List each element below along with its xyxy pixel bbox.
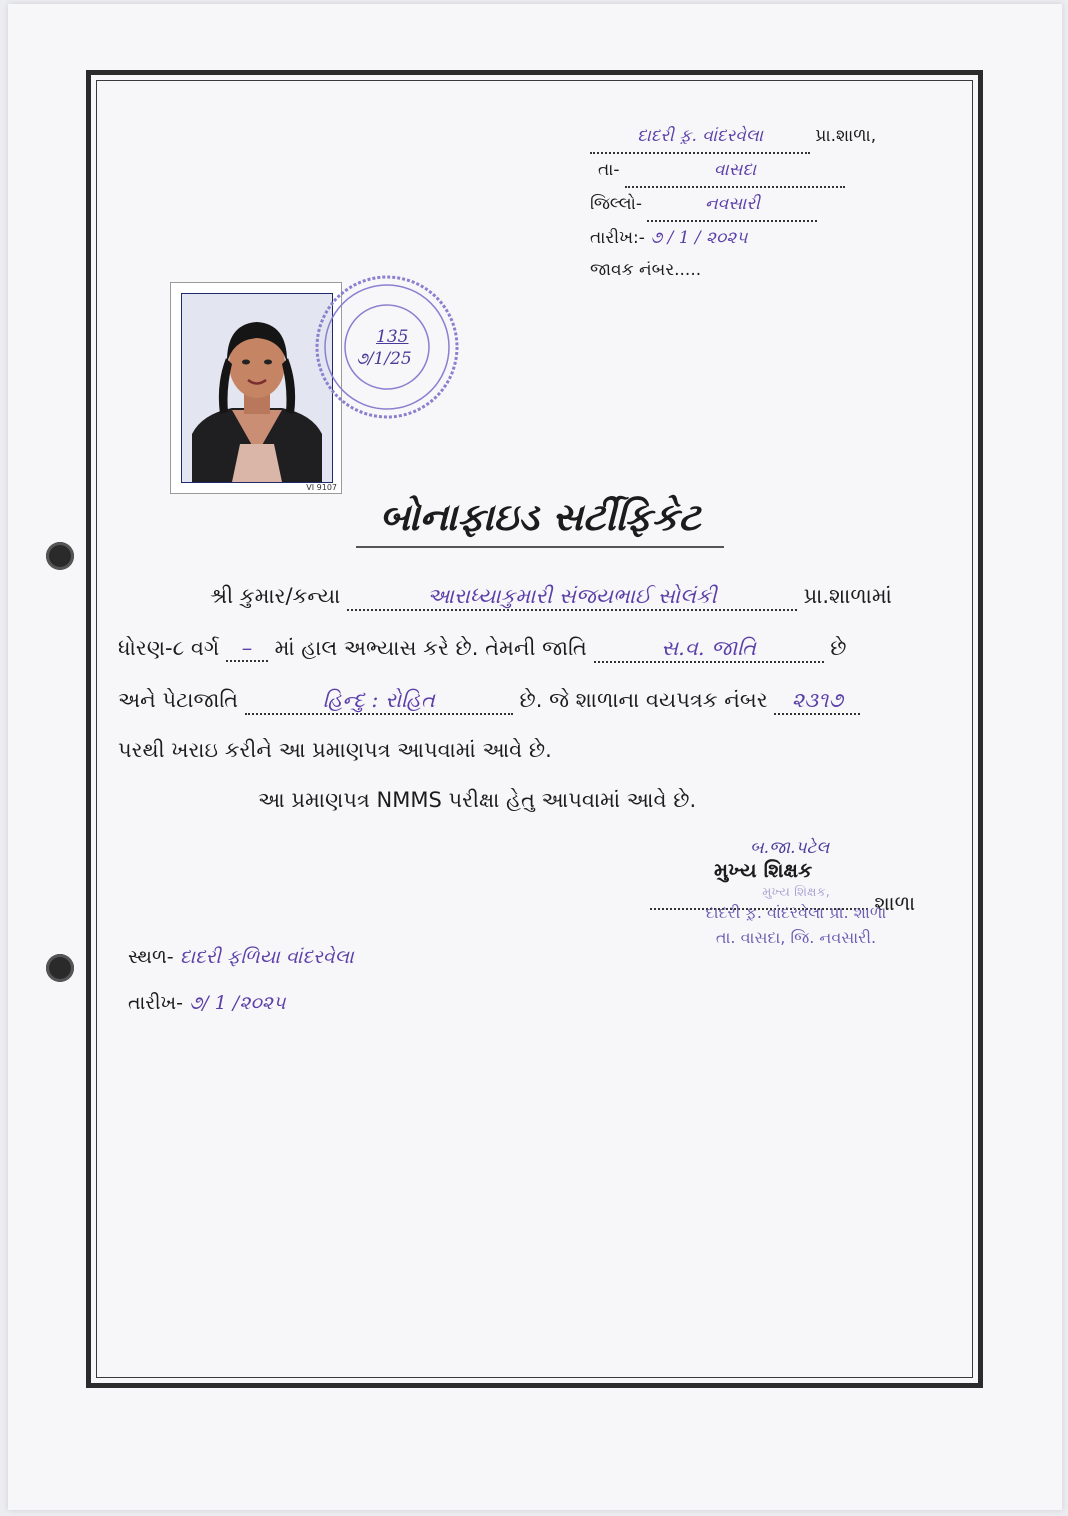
division-field: –	[226, 636, 268, 662]
seal-line-2: દાદરી ફ઼. વાંદરવેલા પ્રા. શાળા	[705, 903, 887, 922]
subcaste-label: અને પેટાજાતિ	[118, 688, 239, 712]
body-line-5: આ પ્રમાણપત્ર NMMS પરીક્ષા હેતુ આપવામાં આવે છે.	[258, 788, 697, 812]
body-line-2	[118, 636, 846, 663]
address-taluka-line	[590, 154, 876, 188]
address-date-line	[590, 222, 876, 254]
punch-hole-bottom	[46, 954, 74, 982]
stamp-entry	[356, 326, 412, 370]
place-label: સ્થળ-	[128, 946, 174, 968]
school-name-field: દાદરી ફ઼. વાંદરવેલા	[590, 120, 810, 154]
body-line-3	[118, 688, 860, 715]
seal-line-1: મુખ્ય શિક્ષક,	[762, 885, 830, 900]
caste-suffix: છે	[830, 636, 847, 660]
footer-date-line	[128, 980, 354, 1026]
date-label: તારીખ:-	[590, 228, 645, 248]
photo-code: VI 9107	[306, 483, 337, 492]
signature-scribble: બ.જા.પટેલ	[750, 838, 830, 858]
body-line-4: પરથી ખરાઇ કરીને આ પ્રમાણપત્ર આપવામાં આવે છે.	[118, 738, 552, 762]
student-name-field: આરાધ્યાકુમારી સંજયભાઈ સોલંકી	[347, 584, 797, 611]
photo-image	[181, 293, 333, 483]
register-number-field: ૨૩૧૭	[774, 688, 860, 715]
address-school-line	[590, 120, 876, 154]
place-date-block	[128, 934, 354, 1026]
place-line	[128, 934, 354, 980]
outward-number-line: જાવક નંબર.....	[590, 260, 702, 280]
seal-line-3: તા. વાસદા, જિ. નવસારી.	[715, 928, 877, 947]
district-field: નવસારી	[647, 188, 817, 222]
date-field: ૭ / 1 / ૨૦૨૫	[650, 228, 748, 248]
certificate-title: બોનાફાઇડ સર્ટીફિકેટ	[356, 494, 724, 548]
school-label: પ્રા.શાળામાં	[803, 584, 892, 608]
head-teacher-label: મુખ્ય શિક્ષક	[714, 858, 813, 882]
taluka-label: તા-	[598, 160, 620, 180]
stamp-date: ૭/1/25	[356, 349, 412, 369]
address-district-line	[590, 188, 876, 222]
school-suffix: પ્રા.શાળા,	[815, 126, 877, 146]
head-teacher-seal	[686, 886, 906, 950]
body-line-1	[210, 584, 892, 611]
taluka-field: વાસદા	[625, 154, 845, 188]
footer-date-field: ૭/ 1 /૨૦૨૫	[189, 992, 286, 1014]
caste-field: સ.વ. જાતિ	[594, 636, 824, 663]
subcaste-field: હિન્દુ : રોહિત	[245, 688, 513, 715]
standard-label: ધોરણ-૮ વર્ગ	[118, 636, 220, 660]
punch-hole-top	[46, 542, 74, 570]
student-label: શ્રી કુમાર/કન્યા	[210, 584, 341, 608]
address-block	[590, 120, 876, 286]
signature-school-suffix: શાળા	[874, 891, 916, 915]
district-label: જિલ્લો-	[590, 194, 643, 214]
stamp-number: 135	[376, 327, 409, 347]
place-field: દાદરી ફળિયા વાંદરવેલા	[179, 946, 354, 968]
footer-date-label: તારીખ-	[128, 992, 183, 1014]
register-label: છે. જે શાળાના વયપત્રક નંબર	[519, 688, 768, 712]
studying-text: માં હાલ અભ્યાસ કરે છે. તેમની જાતિ	[274, 636, 587, 660]
